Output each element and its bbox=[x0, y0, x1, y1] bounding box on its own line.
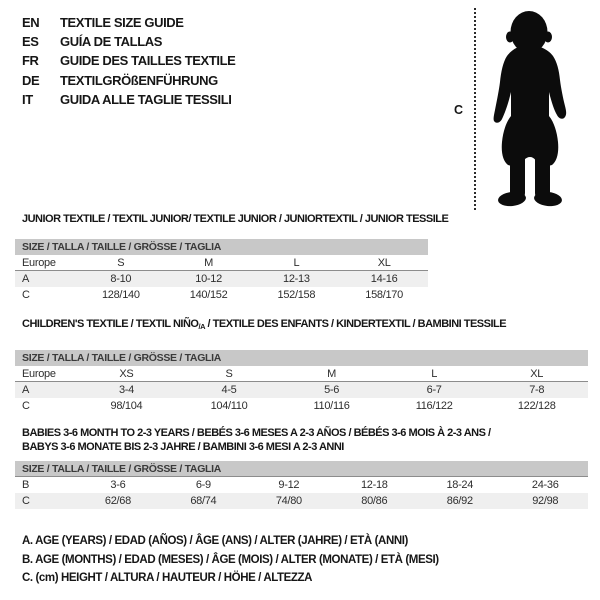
column-header-cell: M bbox=[204, 257, 214, 269]
row-label-cell: A bbox=[22, 384, 30, 396]
language-row bbox=[22, 90, 235, 109]
table-cell: 92/98 bbox=[532, 495, 559, 507]
row-label-cell: C bbox=[22, 495, 30, 507]
section-babies-textile bbox=[15, 426, 588, 509]
size-header-bar: SIZE / TALLA / TAILLE / GRÖSSE / TAGLIA bbox=[15, 239, 428, 255]
height-marker-label: C bbox=[454, 103, 464, 117]
size-header-bar: SIZE / TALLA / TAILLE / GRÖSSE / TAGLIA bbox=[15, 461, 588, 477]
language-code: IT bbox=[22, 91, 33, 107]
language-row bbox=[22, 13, 235, 32]
guide-title: TEXTILE SIZE GUIDE bbox=[60, 15, 184, 30]
guide-title: GUÍA DE TALLAS bbox=[60, 34, 163, 50]
language-row bbox=[22, 71, 235, 90]
table-row bbox=[15, 477, 588, 493]
table-cell: 116/122 bbox=[415, 400, 453, 412]
column-header-cell: S bbox=[117, 257, 125, 269]
table-cell: 122/128 bbox=[517, 400, 556, 412]
table-title-part: /A bbox=[198, 322, 205, 331]
table-cell: 152/158 bbox=[277, 289, 316, 301]
language-row bbox=[22, 51, 235, 70]
row-label-cell: A bbox=[22, 273, 30, 285]
column-header-cell: L bbox=[293, 257, 300, 269]
column-header-row bbox=[15, 366, 588, 382]
table-cell: 7-8 bbox=[529, 384, 545, 396]
table-cell: 80/86 bbox=[361, 495, 388, 507]
baby-silhouette-icon bbox=[485, 10, 575, 208]
table-row bbox=[15, 271, 428, 287]
column-header-cell: XL bbox=[377, 257, 391, 269]
table-cell: 10-12 bbox=[195, 273, 222, 285]
guide-title: GUIDE DES TAILLES TEXTILE bbox=[60, 53, 236, 69]
language-row bbox=[22, 32, 235, 51]
table-cell: 6-7 bbox=[426, 384, 442, 396]
table-cell: 6-9 bbox=[195, 479, 211, 491]
table-cell: 98/104 bbox=[110, 400, 143, 412]
size-table bbox=[15, 350, 588, 414]
footnote-line: C. (cm) HEIGHT / ALTURA / HAUTEUR / HÖHE / ALTEZZA bbox=[22, 572, 313, 584]
table-row bbox=[15, 398, 588, 414]
column-header-cell: M bbox=[327, 368, 336, 380]
column-header-cell: L bbox=[431, 368, 438, 380]
footnote-line: B. AGE (MONTHS) / EDAD (MESES) / ÂGE (MOIS) / ALTER (MONATE) / ETÀ (MESI) bbox=[22, 553, 439, 566]
table-title bbox=[22, 212, 449, 226]
table-cell: 12-13 bbox=[283, 273, 310, 285]
height-figure bbox=[440, 0, 600, 220]
section-childrens-textile bbox=[15, 317, 588, 414]
table-cell: 140/152 bbox=[189, 289, 228, 301]
table-cell: 62/68 bbox=[104, 495, 131, 507]
section-junior-textile bbox=[15, 212, 449, 303]
table-cell: 110/116 bbox=[313, 400, 350, 412]
footnotes bbox=[22, 532, 439, 588]
table-cell: 14-16 bbox=[370, 273, 398, 285]
table-cell: 5-6 bbox=[324, 384, 340, 396]
table-cell: 158/170 bbox=[365, 289, 403, 301]
table-title-part: / TEXTILE DES ENFANTS / KINDERTEXTIL / BAMBINI TESSILE bbox=[204, 318, 507, 330]
row-label-cell: C bbox=[22, 400, 30, 412]
table-title-part: BABYS 3-6 MONATE BIS 2-3 JAHRE / BAMBINI 3-6 MESI A 2-3 ANNI bbox=[22, 441, 344, 453]
table-cell: 3-4 bbox=[118, 384, 134, 396]
language-code: ES bbox=[22, 34, 39, 50]
table-title bbox=[22, 440, 588, 454]
table-cell: 128/140 bbox=[101, 289, 140, 301]
size-table bbox=[15, 239, 428, 303]
language-code: EN bbox=[22, 15, 40, 30]
table-row bbox=[15, 493, 588, 509]
table-cell: 104/110 bbox=[210, 400, 248, 412]
column-header-cell: Europe bbox=[22, 368, 56, 380]
row-label-cell: C bbox=[22, 289, 30, 301]
table-row bbox=[15, 382, 588, 398]
table-cell: 74/80 bbox=[275, 495, 302, 507]
table-cell: 3-6 bbox=[110, 479, 126, 491]
table-title bbox=[22, 317, 588, 334]
column-header-cell: XS bbox=[119, 368, 134, 380]
table-title-part: JUNIOR TEXTILE / TEXTIL JUNIOR/ TEXTILE JUNIOR / JUNIORTEXTIL / JUNIOR TESSILE bbox=[22, 213, 449, 225]
table-cell: 86/92 bbox=[446, 495, 473, 507]
guide-title: GUIDA ALLE TAGLIE TESSILI bbox=[60, 91, 232, 107]
height-dotted-line bbox=[474, 8, 476, 210]
size-header-bar: SIZE / TALLA / TAILLE / GRÖSSE / TAGLIA bbox=[15, 350, 588, 366]
size-table bbox=[15, 461, 588, 509]
table-cell: 9-12 bbox=[278, 479, 300, 491]
guide-title: TEXTILGRÖßENFÜHRUNG bbox=[60, 72, 218, 88]
row-label-cell: B bbox=[22, 479, 30, 491]
footnote-line: A. AGE (YEARS) / EDAD (AÑOS) / ÂGE (ANS) / ALTER (JAHRE) / ETÀ (ANNI) bbox=[22, 535, 408, 547]
table-title bbox=[22, 426, 588, 440]
language-code: FR bbox=[22, 53, 39, 69]
table-title-part: CHILDREN'S TEXTILE / TEXTIL NIÑO bbox=[22, 318, 199, 330]
table-cell: 68/74 bbox=[190, 495, 217, 507]
table-cell: 12-18 bbox=[360, 479, 388, 491]
column-header-row bbox=[15, 255, 428, 271]
table-cell: 24-36 bbox=[531, 479, 559, 491]
column-header-cell: XL bbox=[530, 368, 544, 380]
table-row bbox=[15, 287, 428, 303]
table-title-part: BABIES 3-6 MONTH TO 2-3 YEARS / BEBÉS 3-6 MESES A 2-3 AÑOS / BÉBÉS 3-6 MOIS À 2-3 ANS / bbox=[22, 427, 491, 439]
language-list bbox=[22, 13, 235, 109]
language-code: DE bbox=[22, 72, 40, 88]
column-header-cell: S bbox=[225, 368, 233, 380]
table-cell: 8-10 bbox=[110, 273, 132, 285]
column-header-cell: Europe bbox=[22, 257, 56, 269]
table-cell: 4-5 bbox=[221, 384, 237, 396]
table-cell: 18-24 bbox=[446, 479, 474, 491]
